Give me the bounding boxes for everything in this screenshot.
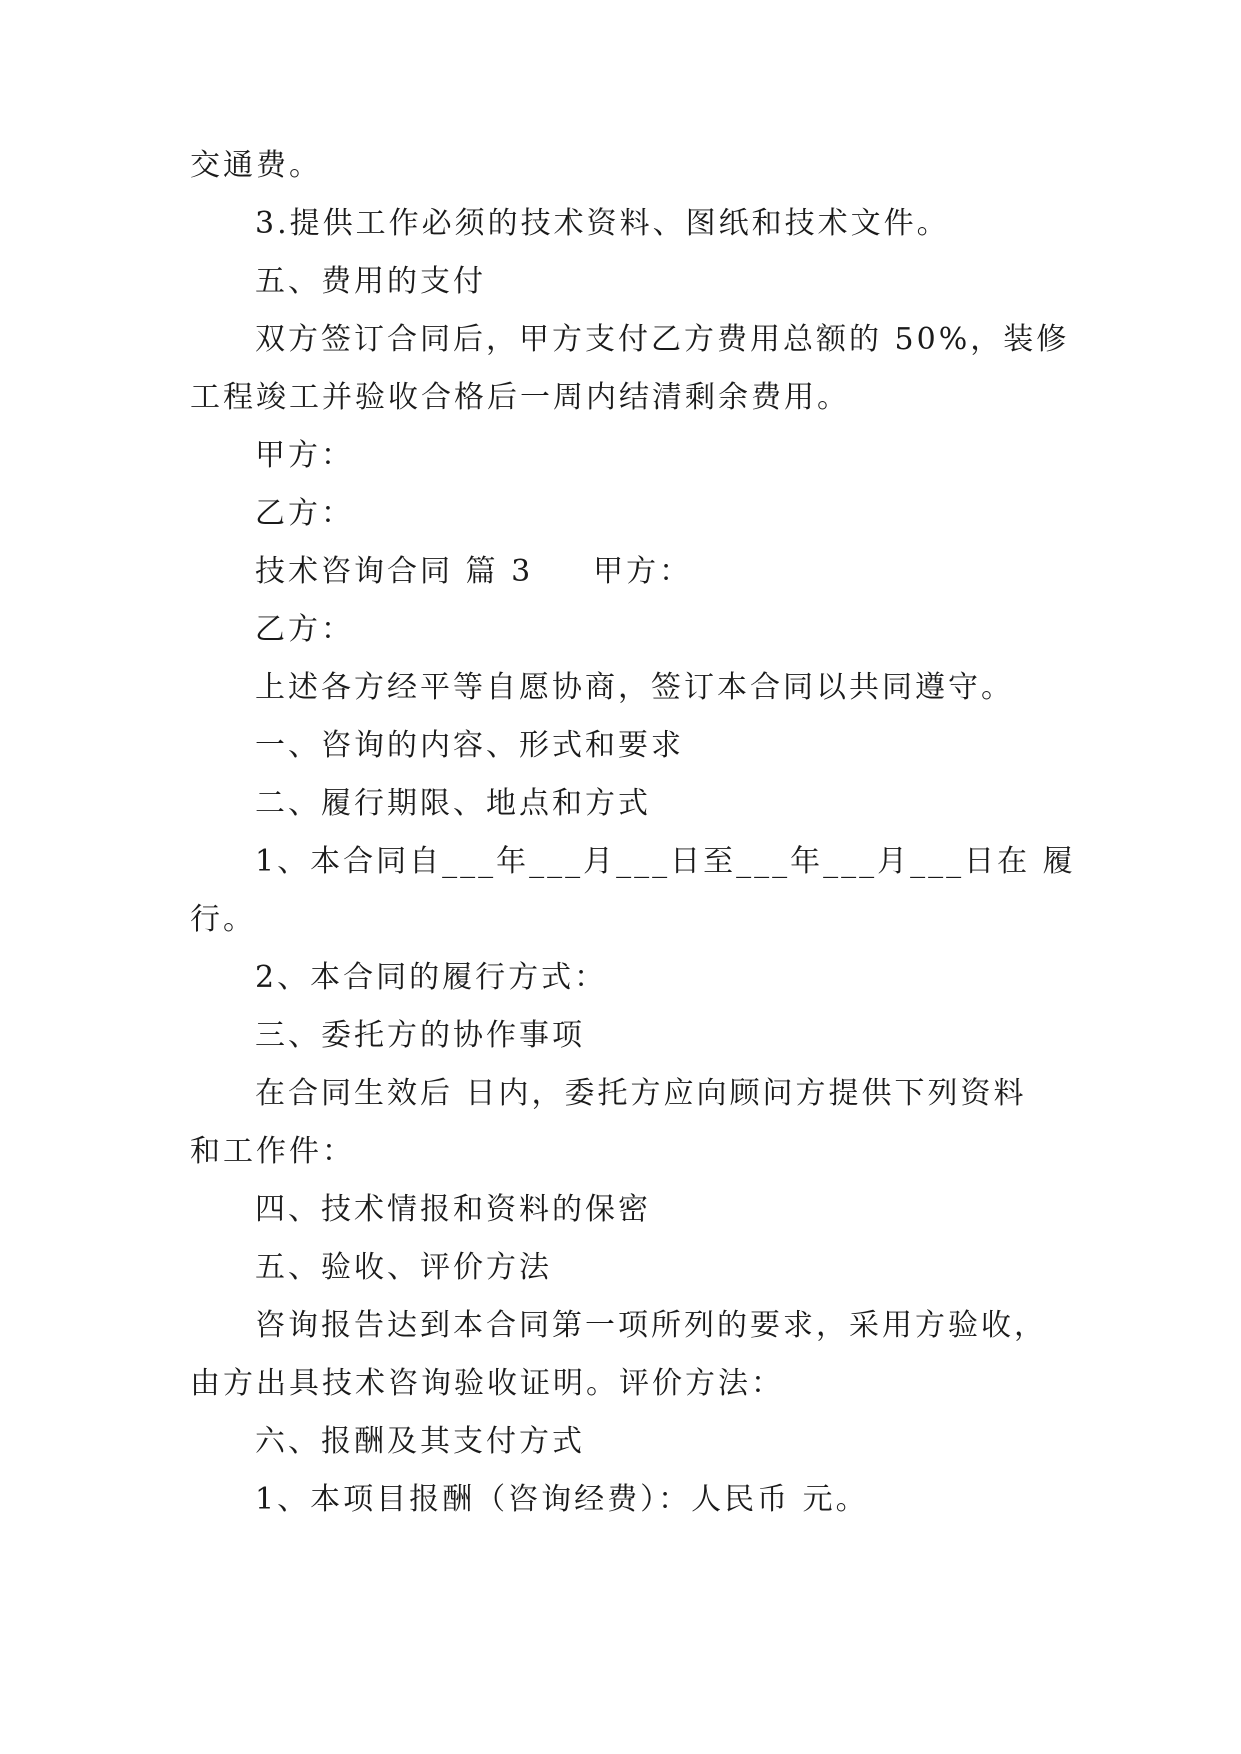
paragraph-line: 1、本项目报酬（咨询经费）：人民币 元。: [255, 1482, 869, 1517]
paragraph-line: 上述各方经平等自愿协商，签订本合同以共同遵守。: [255, 670, 1014, 705]
party-a-label: 甲方：: [593, 554, 693, 589]
paragraph-line: 双方签订合同后，甲方支付乙方费用总额的 50%，装修: [255, 322, 1070, 357]
paragraph-line: 1、本合同自___年___月___日至___年___月___日在 履: [255, 844, 1076, 879]
party-b-label: 乙方：: [255, 612, 354, 647]
party-b-label: 乙方：: [255, 496, 354, 531]
paragraph-line: 2、本合同的履行方式：: [255, 960, 608, 995]
paragraph-line: 行。: [190, 902, 256, 937]
section-heading: 二、履行期限、地点和方式: [255, 786, 651, 821]
paragraph-line: 咨询报告达到本合同第一项所列的要求，采用方验收，: [255, 1308, 1047, 1343]
party-a-label: 甲方：: [255, 438, 354, 473]
paragraph-line: 3.提供工作必须的技术资料、图纸和技术文件。: [255, 206, 950, 241]
paragraph-line: 工程竣工并验收合格后一周内结清剩余费用。: [190, 380, 850, 415]
section-heading: 三、委托方的协作事项: [255, 1018, 585, 1053]
section-heading: 五、费用的支付: [255, 264, 486, 299]
paragraph-line: 在合同生效后 日内，委托方应向顾问方提供下列资料: [255, 1076, 1027, 1111]
section-heading: 一、咨询的内容、形式和要求: [255, 728, 684, 763]
paragraph-line: 交通费。: [190, 148, 322, 183]
paragraph-line: 和工作件：: [190, 1134, 355, 1169]
section-heading: 四、技术情报和资料的保密: [255, 1192, 651, 1227]
contract-title-line: [255, 552, 692, 592]
section-heading: 六、报酬及其支付方式: [255, 1424, 585, 1459]
contract-title: 技术咨询合同 篇 3: [255, 554, 534, 589]
section-heading: 五、验收、评价方法: [255, 1250, 552, 1285]
paragraph-line: 由方出具技术咨询验收证明。评价方法：: [190, 1366, 784, 1401]
